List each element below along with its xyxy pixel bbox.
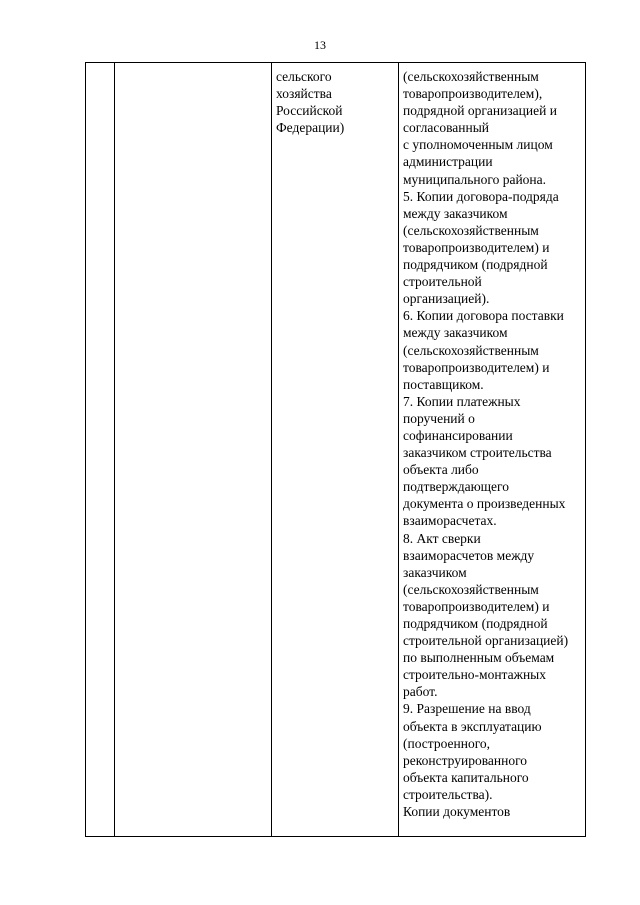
text-line: объекта капитального [403, 769, 529, 785]
text-line: организацией). [403, 291, 490, 307]
text-line: работ. [403, 684, 438, 700]
text-line: (построенного, [403, 735, 491, 751]
text-line: администрации [403, 154, 493, 170]
text-line: 6. Копии договора поставки [403, 308, 564, 324]
text-line: Копии документов [403, 804, 511, 820]
text-line: (сельскохозяйственным [403, 581, 539, 597]
text-line: товаропроизводителем), [403, 86, 543, 102]
text-line: 8. Акт сверки [403, 530, 481, 546]
text-line: заказчиком строительства [403, 445, 552, 461]
text-line: 7. Копии платежных [403, 393, 521, 409]
cell-number [86, 63, 115, 837]
text-line: поставщиком. [403, 376, 484, 392]
text-line: подтверждающего [403, 479, 510, 495]
text-line: заказчиком [403, 564, 467, 580]
table-row [86, 63, 586, 837]
text-line: поручений о [403, 410, 475, 426]
documents-list-text [403, 68, 582, 820]
requirements-table [85, 62, 586, 837]
text-line: товаропроизводителем) и [403, 239, 550, 255]
text-line: софинансировании [403, 427, 513, 443]
cell-documents [399, 63, 586, 837]
cell-legal-basis [272, 63, 399, 837]
cell-name [115, 63, 272, 837]
text-line: муниципального района. [403, 171, 547, 187]
text-line: взаиморасчетов между [403, 547, 535, 563]
text-line: строительной организацией) [403, 633, 569, 649]
text-line: подрядчиком (подрядной [403, 257, 548, 273]
page-number: 13 [314, 38, 326, 52]
text-line: 9. Разрешение на ввод [403, 701, 531, 717]
text-line: документа о произведенных [403, 496, 566, 512]
text-line: товаропроизводителем) и [403, 359, 550, 375]
text-line: сельского [276, 69, 332, 84]
text-line: подрядчиком (подрядной [403, 616, 548, 631]
text-line: (сельскохозяйственным [403, 69, 539, 84]
text-line: между заказчиком [403, 205, 508, 221]
text-line: объекта либо [403, 462, 479, 478]
text-line: (сельскохозяйственным [403, 342, 539, 358]
text-line: по выполненным объемам [403, 650, 555, 666]
text-line: хозяйства [276, 86, 332, 102]
text-line: с уполномоченным лицом [403, 137, 553, 153]
text-line: реконструированного [403, 752, 528, 768]
legal-basis-text [276, 68, 395, 136]
text-line: объекта в эксплуатацию [403, 718, 542, 734]
text-line: Федерации) [276, 120, 345, 136]
text-line: строительной [403, 274, 482, 290]
text-line: строительно-монтажных [403, 667, 546, 683]
text-line: взаиморасчетах. [403, 513, 497, 529]
text-line: 5. Копии договора-подряда [403, 188, 559, 204]
text-line: между заказчиком [403, 325, 508, 341]
text-line: согласованный [403, 120, 489, 136]
text-line: Российской [276, 103, 343, 119]
text-line: подрядной организацией и [403, 103, 557, 119]
text-line: строительства). [403, 786, 493, 802]
text-line: (сельскохозяйственным [403, 222, 539, 238]
text-line: товаропроизводителем) и [403, 598, 550, 614]
